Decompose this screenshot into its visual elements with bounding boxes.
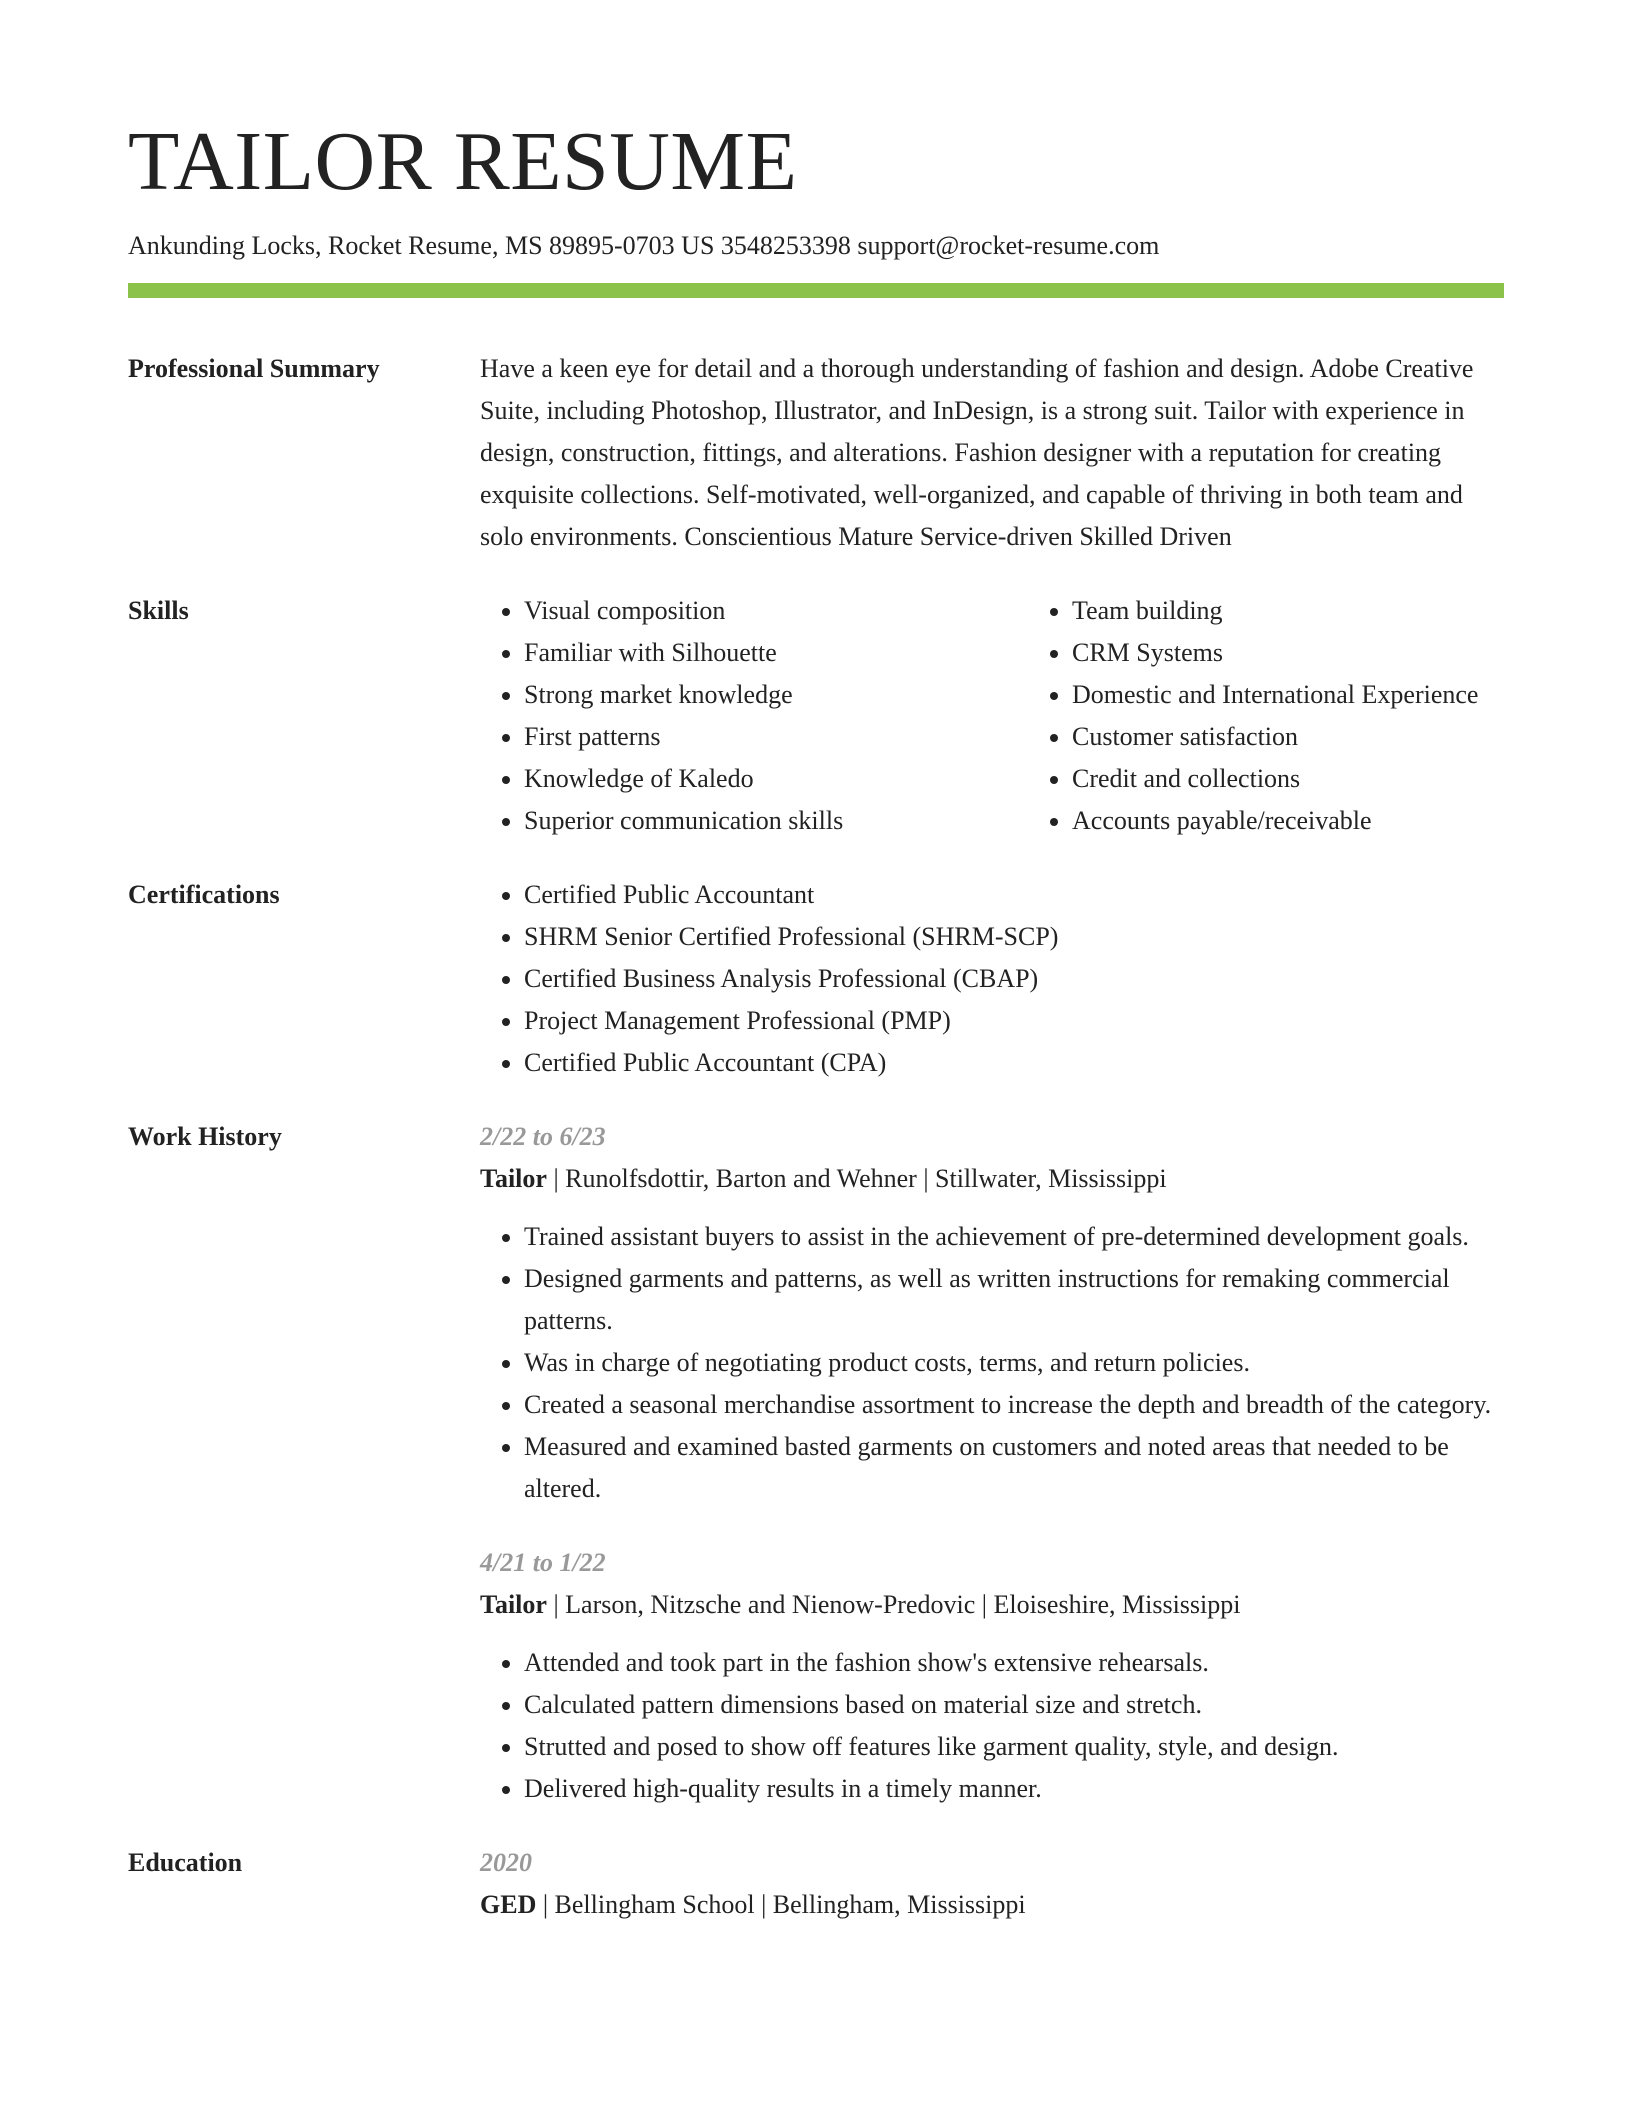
job-details: | Larson, Nitzsche and Nienow-Predovic | Eloiseshire, Mississippi: [553, 1590, 1241, 1620]
skill-item: • First patterns: [524, 716, 1028, 758]
section-title-education: Education: [128, 1848, 243, 1878]
job-entry: [480, 1542, 1504, 1810]
skill-item: • Accounts payable/receivable: [1072, 800, 1504, 842]
skills-section: [128, 590, 1504, 842]
job-entry: [480, 1116, 1504, 1510]
skill-item: • Superior communication skills: [524, 800, 1028, 842]
education-year: 2020: [480, 1848, 532, 1878]
job-line: [480, 1584, 1504, 1626]
job-bullet: • Measured and examined basted garments on customers and noted areas that needed to be altered.: [524, 1426, 1504, 1510]
skills-list-left: [480, 590, 1028, 842]
skill-item: • Team building: [1072, 590, 1504, 632]
section-title-certifications: Certifications: [128, 880, 280, 910]
contact-address: Ankunding Locks, Rocket Resume, MS 89895-0703 US: [128, 231, 715, 260]
contact-email: support@rocket-resume.com: [857, 231, 1160, 260]
skill-item: • Visual composition: [524, 590, 1028, 632]
job-bullet: • Delivered high-quality results in a timely manner.: [524, 1768, 1504, 1810]
job-bullet: • Created a seasonal merchandise assortment to increase the depth and breadth of the category.: [524, 1384, 1504, 1426]
resume-page: [128, 115, 1504, 1926]
contact-phone: 3548253398: [720, 231, 851, 260]
skill-item: • Customer satisfaction: [1072, 716, 1504, 758]
job-bullet: • Attended and took part in the fashion show's extensive rehearsals.: [524, 1642, 1504, 1684]
education-line: [480, 1884, 1504, 1926]
work-history-body: [480, 1116, 1504, 1810]
job-bullets: [480, 1642, 1504, 1810]
education-degree: GED: [480, 1890, 537, 1920]
education-details: | Bellingham School | Bellingham, Mississippi: [542, 1890, 1026, 1920]
certification-item: • Certified Public Accountant: [524, 874, 1504, 916]
job-bullets: [480, 1216, 1504, 1510]
section-title-summary: Professional Summary: [128, 354, 380, 384]
skill-item: • Domestic and International Experience: [1072, 674, 1504, 716]
skill-item: • Credit and collections: [1072, 758, 1504, 800]
certifications-body: [480, 874, 1504, 1084]
certification-item: • SHRM Senior Certified Professional (SHRM-SCP): [524, 916, 1504, 958]
skill-item: • Knowledge of Kaledo: [524, 758, 1028, 800]
skill-item: • CRM Systems: [1072, 632, 1504, 674]
resume-title: TAILOR RESUME: [128, 115, 798, 208]
certifications-section: [128, 874, 1504, 1084]
section-title-work-history: Work History: [128, 1122, 282, 1152]
skill-item: • Strong market knowledge: [524, 674, 1028, 716]
job-details: | Runolfsdottir, Barton and Wehner | Stillwater, Mississippi: [553, 1164, 1167, 1194]
certification-item: • Certified Public Accountant (CPA): [524, 1042, 1504, 1084]
job-dates: 2/22 to 6/23: [480, 1122, 606, 1152]
job-dates: 4/21 to 1/22: [480, 1548, 606, 1578]
certification-item: • Certified Business Analysis Professional (CBAP): [524, 958, 1504, 1000]
job-bullet: • Designed garments and patterns, as well as written instructions for remaking commercial patterns.: [524, 1258, 1504, 1342]
section-title-skills: Skills: [128, 596, 189, 626]
job-role: Tailor: [480, 1590, 547, 1620]
education-section: [128, 1842, 1504, 1926]
skill-item: • Familiar with Silhouette: [524, 632, 1028, 674]
header-divider: [128, 283, 1504, 298]
job-bullet: • Trained assistant buyers to assist in the achievement of pre-determined development goals.: [524, 1216, 1504, 1258]
work-history-section: [128, 1116, 1504, 1810]
education-body: [480, 1842, 1504, 1926]
certifications-list: [480, 874, 1504, 1084]
job-bullet: • Was in charge of negotiating product costs, terms, and return policies.: [524, 1342, 1504, 1384]
contact-line: [128, 230, 1504, 261]
skills-list-right: [1028, 590, 1504, 842]
job-role: Tailor: [480, 1164, 547, 1194]
summary-text: Have a keen eye for detail and a thorough understanding of fashion and design. Adobe Creative Suite, including Photoshop, Illustrator, and InDesign, is a strong suit. Tailor with experience in design, construction, fittings, and alterations. Fashion designer with a reputation for creating exquisite collections. Self-motivated, well-organized, and capable of thriving in both team and solo environments. Conscientious Mature Service-driven Skilled Driven: [480, 354, 1474, 552]
job-bullet: • Strutted and posed to show off features like garment quality, style, and design.: [524, 1726, 1504, 1768]
summary-section: [128, 348, 1504, 558]
certification-item: • Project Management Professional (PMP): [524, 1000, 1504, 1042]
job-bullet: • Calculated pattern dimensions based on material size and stretch.: [524, 1684, 1504, 1726]
job-line: [480, 1158, 1504, 1200]
skills-columns: [480, 590, 1504, 842]
